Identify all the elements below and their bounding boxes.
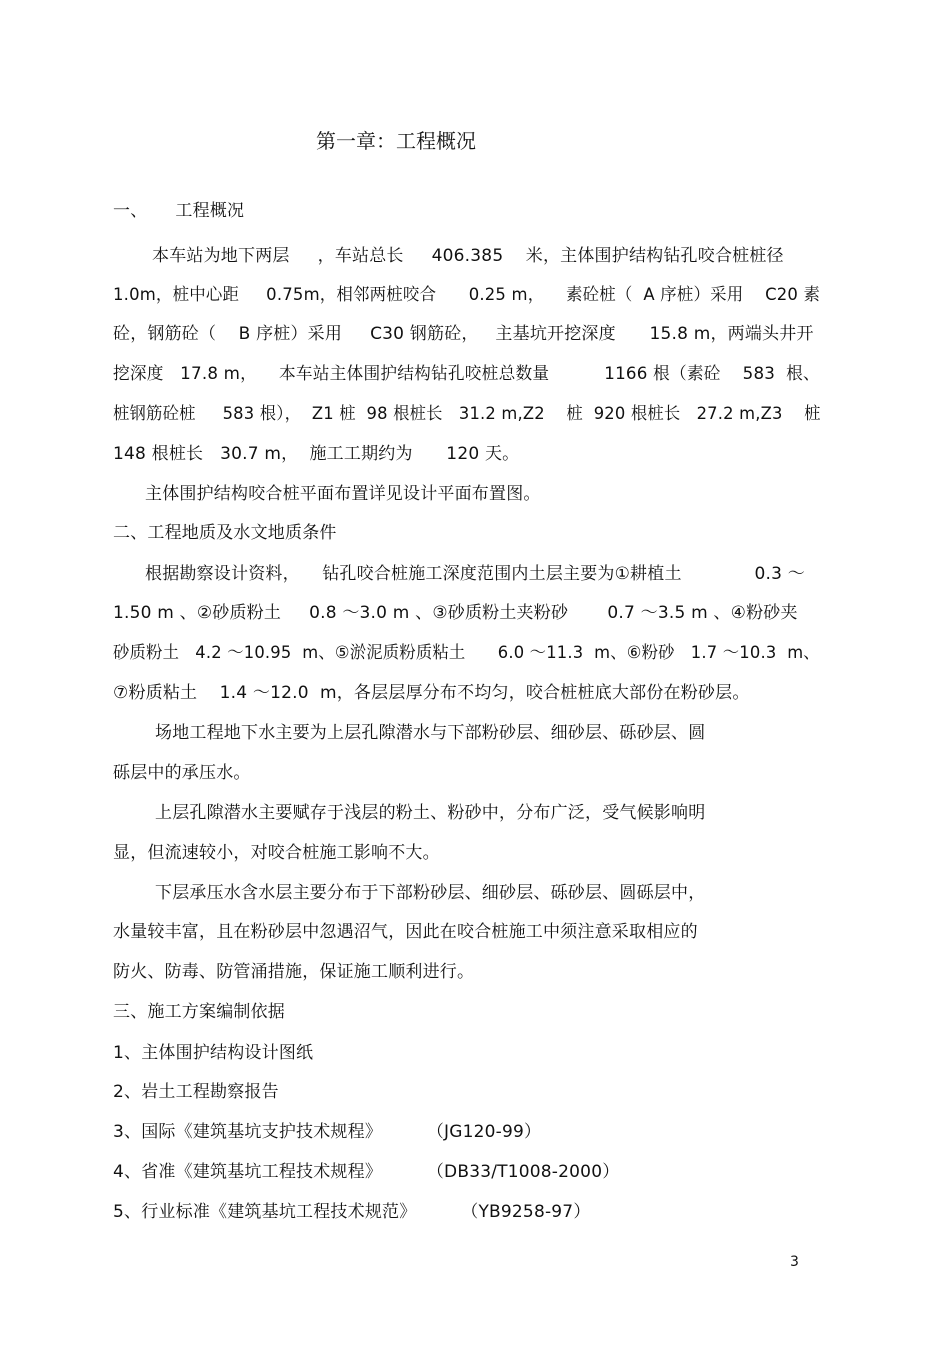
chapter-title: 第一章：工程概况 <box>316 129 476 153</box>
paragraph-line: ⑦粉质粘土 1.4 ～12.0 m，各层层厚分布不均匀，咬合桩桩底大部份在粉砂层。 <box>113 683 750 703</box>
paragraph-line: 148 根桩长 30.7 m， 施工工期约为 120 天。 <box>113 444 520 464</box>
paragraph-line: 根据勘察设计资料， 钻孔咬合桩施工深度范围内土层主要为①耕植土 0.3 ～ <box>145 564 805 584</box>
paragraph-line: 下层承压水含水层主要分布于下部粉砂层、细砂层、砾砂层、圆砾层中， <box>155 883 706 903</box>
list-item: 3、国际《建筑基坑支护技术规程》 （JG120-99） <box>113 1122 542 1142</box>
paragraph-line: 砾层中的承压水。 <box>113 763 251 783</box>
section-heading-3: 三、施工方案编制依据 <box>113 1002 285 1022</box>
paragraph-line: 桩钢筋砼桩 583 根）， Z1 桩 98 根桩长 31.2 m,Z2 桩 920 根桩长 27.2 m,Z3 桩 <box>113 404 821 424</box>
list-item: 1、主体围护结构设计图纸 <box>113 1043 314 1063</box>
paragraph-line: 显，但流速较小，对咬合桩施工影响不大。 <box>113 843 440 863</box>
paragraph-line: 砼，钢筋砼（ B 序桩）采用 C30 钢筋砼， 主基坑开挖深度 15.8 m，两端头井开 <box>113 324 814 344</box>
list-item: 5、行业标准《建筑基坑工程技术规范》 （YB9258-97） <box>113 1202 591 1222</box>
list-item: 2、岩土工程勘察报告 <box>113 1082 279 1102</box>
paragraph-line: 水量较丰富，且在粉砂层中忽遇沼气，因此在咬合桩施工中须注意采取相应的 <box>113 922 698 942</box>
paragraph-line: 砂质粉土 4.2 ～10.95 m、⑤淤泥质粉质粘土 6.0 ～11.3 m、⑥粉砂 1.7 ～10.3 m、 <box>113 643 820 663</box>
paragraph-line: 主体围护结构咬合桩平面布置详见设计平面布置图。 <box>145 484 541 504</box>
section-heading-1: 一、 工程概况 <box>113 201 245 221</box>
section-heading-2: 二、工程地质及水文地质条件 <box>113 523 337 543</box>
paragraph-line: 本车站为地下两层 ，车站总长 406.385 米，主体围护结构钻孔咬合桩桩径 <box>152 246 784 266</box>
paragraph-line: 挖深度 17.8 m， 本车站主体围护结构钻孔咬桩总数量 1166 根（素砼 583 根、 <box>113 364 820 384</box>
paragraph-line: 1.0m，桩中心距 0.75m，相邻两桩咬合 0.25 m， 素砼桩（ A 序桩）采用 C20 素 <box>113 285 821 305</box>
paragraph-line: 防火、防毒、防管涌措施，保证施工顺利进行。 <box>113 962 475 982</box>
paragraph-line: 场地工程地下水主要为上层孔隙潜水与下部粉砂层、细砂层、砾砂层、圆 <box>155 723 706 743</box>
paragraph-line: 1.50 m 、②砂质粉土 0.8 ～3.0 m 、③砂质粉土夹粉砂 0.7 ～3.5 m 、④粉砂夹 <box>113 603 798 623</box>
page-number: 3 <box>790 1254 799 1270</box>
paragraph-line: 上层孔隙潜水主要赋存于浅层的粉土、粉砂中，分布广泛，受气候影响明 <box>155 803 706 823</box>
list-item: 4、省准《建筑基坑工程技术规程》 （DB33/T1008-2000） <box>113 1162 620 1182</box>
